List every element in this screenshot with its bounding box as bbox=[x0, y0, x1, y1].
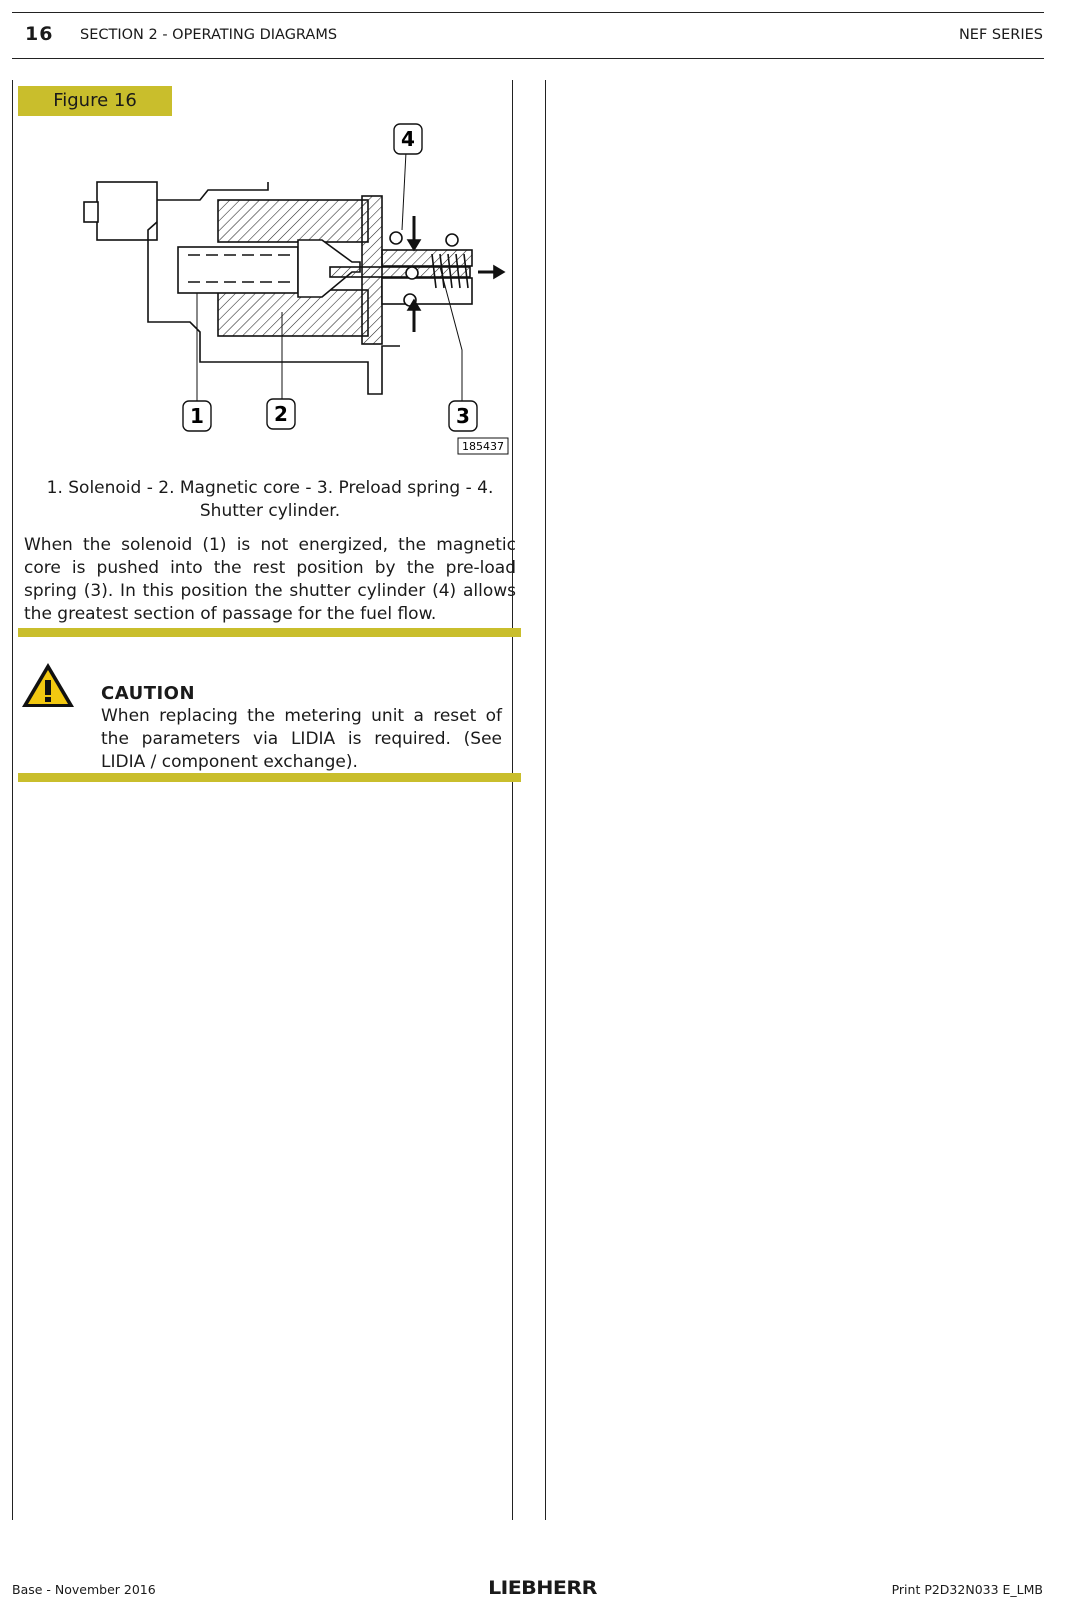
callout-2: 2 bbox=[274, 402, 288, 426]
left-margin-rule bbox=[12, 80, 13, 1520]
page-number: 16 bbox=[25, 23, 54, 45]
liebherr-logo: LIEBHERR bbox=[488, 1577, 597, 1599]
caution-top-bar bbox=[18, 628, 521, 637]
footer-print-code: Print P2D32N033 E_LMB bbox=[891, 1582, 1043, 1597]
caution-text: When replacing the metering unit a reset of the parameters via LIDIA is required. (See LIDIA / component exchange). bbox=[101, 706, 502, 772]
warning-triangle-icon bbox=[20, 660, 76, 710]
section-title: SECTION 2 - OPERATING DIAGRAMS bbox=[80, 27, 338, 43]
figure-label: Figure 16 bbox=[18, 86, 172, 116]
caution-bottom-bar bbox=[18, 773, 521, 782]
series-name: NEF SERIES bbox=[958, 27, 1043, 43]
caution-title: CAUTION bbox=[101, 683, 196, 704]
metering-unit-diagram bbox=[60, 122, 530, 470]
figure-code: 185437 bbox=[462, 440, 504, 453]
header-top-rule bbox=[12, 12, 1044, 13]
figure-caption: 1. Solenoid - 2. Magnetic core - 3. Preload spring - 4. Shutter cylinder. bbox=[46, 478, 494, 521]
column-divider-right bbox=[545, 80, 546, 1520]
header-bottom-rule bbox=[12, 58, 1044, 59]
callout-3: 3 bbox=[456, 404, 470, 428]
callout-1: 1 bbox=[190, 404, 204, 428]
footer-edition: Base - November 2016 bbox=[12, 1582, 156, 1597]
body-paragraph: When the solenoid (1) is not energized, the magnetic core is pushed into the rest position by the pre-load spring (3). In this position the shutter cylinder (4) allows the greatest section of passage for the fuel flow. bbox=[24, 535, 516, 624]
callout-4: 4 bbox=[401, 127, 415, 151]
